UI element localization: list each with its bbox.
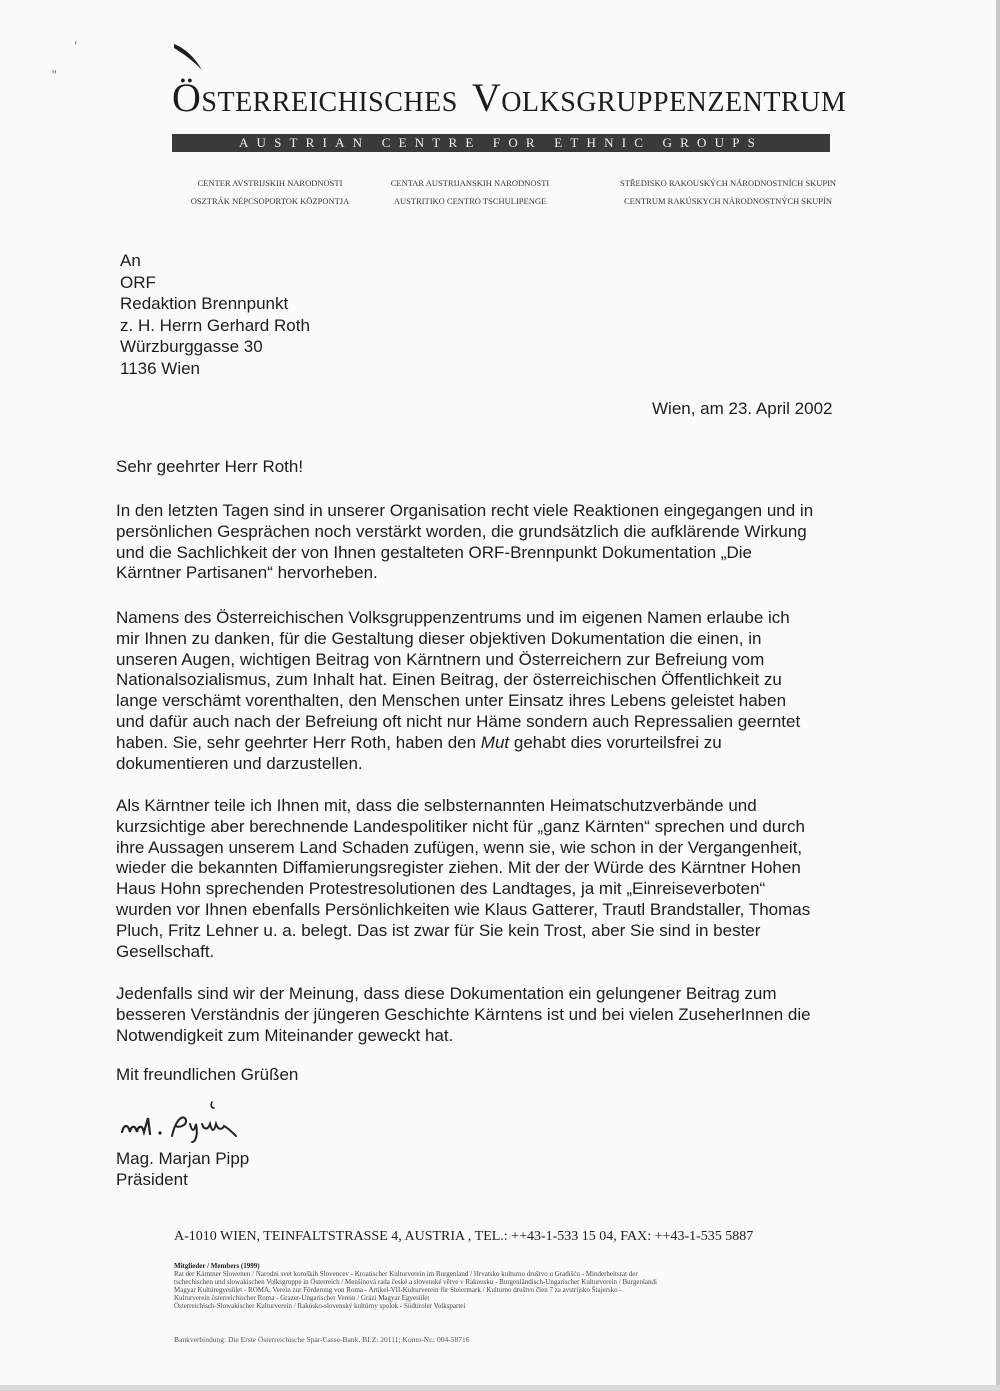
footer-address: A-1010 WIEN, TEINFALTSTRASSE 4, AUSTRIA , TEL.: ++43-1-533 15 04, FAX: ++43-1-535 5887 <box>174 1229 754 1244</box>
text-line: In den letzten Tagen sind in unserer Organisation recht viele Reaktionen eingegangen und in <box>116 501 814 520</box>
text-line: wieder die bekannten Diffamierungsregister ziehen. Mit der der Würde des Kärntner Hohen <box>116 858 801 878</box>
scan-edge <box>996 0 1000 1391</box>
paragraph-4 <box>116 983 886 1045</box>
recipient-address <box>120 250 310 379</box>
bank-details: Bankverbindung: Die Erste Österreichische Spar-Casse-Bank, BLZ: 20111; Konto-Nr.: 004-58716 <box>174 1335 470 1344</box>
members-line: Österreichisch-Slowakischer Kulturverein / Rakúsko-slovenský kultúrny spolok - Südtiroler Volkspartei <box>174 1302 466 1310</box>
text-segment: gehabt dies vorurteilsfrei zu <box>509 732 722 752</box>
organization-title <box>172 74 847 122</box>
text-line: Haus Hohn sprechenden Protestresolutionen des Landtages, ja mit „Einreiseverboten“ <box>116 879 766 899</box>
text-line: dokumentieren und darzustellen. <box>116 753 363 773</box>
text-line: Notwendigkeit zum Miteinander geweckt hat. <box>116 1025 454 1045</box>
members-line: Kulturverein österreichischer Roma - Grazer-Ungarischer Verein / Grázi Magyar Egyesület <box>174 1294 430 1302</box>
organization-names-column-2 <box>370 174 570 210</box>
text-line: lange verschämt vorenthalten, den Menschen unter Einsatz ihres Lebens geleistet haben <box>116 691 787 711</box>
paragraph-1 <box>116 500 886 583</box>
letter-date: Wien, am 23. April 2002 <box>652 399 833 418</box>
text-line: mir Ihnen zu danken, für die Gestaltung dieser objektiven Dokumentation die einen, in <box>116 628 762 648</box>
text-line: wurden vor Ihnen ebenfalls Persönlichkeiten wie Klaus Gatterer, Trautl Brandstaller, Thomas <box>116 899 811 919</box>
text-line: unseren Augen, wichtigen Beitrag von Kärntnern und Österreichern zur Befreiung vom <box>116 649 765 669</box>
members-line: tschechischen und slowakischen Volksgruppe in Österreich / Menšinová rada české a slovenské větve v Rakousku - Burgenländisch-Ungarischer Kulturverein / Burgenlandi <box>174 1278 657 1286</box>
text-line: kurzsichtige aber berechnende Landespolitiker nicht für „ganz Kärnten“ sprechen und durch <box>116 816 805 836</box>
members-list <box>174 1262 864 1310</box>
closing-phrase: Mit freundlichen Grüßen <box>116 1065 299 1084</box>
address-line: z. H. Herrn Gerhard Roth <box>120 315 310 335</box>
organization-name: OSZTRÁK NÉPCSOPORTOK KÖZPONTJA <box>190 196 350 206</box>
address-line: 1136 Wien <box>120 358 201 378</box>
organization-name: AUSTRITIKO CENTRO TSCHULIPENGE <box>393 196 547 206</box>
text-line: Gesellschaft. <box>116 941 215 961</box>
text-line <box>116 732 886 753</box>
signatory-name: Mag. Marjan Pipp <box>116 1149 250 1168</box>
logo-swoosh-icon <box>172 42 206 77</box>
text-line: und die Sachlichkeit der von Ihnen gestalteten ORF-Brennpunkt Dokumentation „Die <box>116 542 752 562</box>
text-segment: haben. Sie, sehr geehrter Herr Roth, haben den <box>116 732 481 752</box>
members-line: Magyar Kultúregyesület - ROMA, Verein zur Förderung von Roma - Artikel-VII-Kulturverein für Steiermark / Kulturno društvo člen 7 za avstrijsko Štajersko - <box>174 1286 622 1294</box>
organization-name: CENTER AVSTRIJSKIH NARODNOSTI <box>197 178 343 188</box>
scan-speck: , <box>74 32 78 46</box>
paragraph-2 <box>116 607 886 773</box>
emphasized-word: Mut <box>480 732 510 752</box>
organization-name: CENTAR AUSTRIJANSKIH NARODNOSTI <box>390 178 550 188</box>
address-line: Würzburggasse 30 <box>120 337 263 356</box>
text-line: und dafür auch nach der Befreiung oft nicht nur Häme sondern auch Repressalien geerntet <box>116 711 801 731</box>
signatory-title: Präsident <box>116 1169 188 1189</box>
text-line: Kärntner Partisanen“ hervorheben. <box>116 563 378 583</box>
organization-names-column-3 <box>596 174 860 210</box>
text-line: ihre Aussagen unserem Land Schaden zufügen, wenn sie, wie schon in der Vergangenheit, <box>116 837 803 857</box>
organization-english-band: AUSTRIAN CENTRE FOR ETHNIC GROUPS <box>172 134 830 152</box>
text-line: persönlichen Gesprächen noch verstärkt worden, die grundsätzlich die aufklärende Wirkung <box>116 521 807 541</box>
organization-title-word1: Österreichisches <box>172 75 458 120</box>
address-line: An <box>120 251 141 270</box>
salutation: Sehr geehrter Herr Roth! <box>116 457 304 476</box>
organization-title-word2: Volksgruppenzentrum <box>471 75 847 120</box>
text-line: Pluch, Fritz Lehner u. a. belegt. Das ist zwar für Sie kein Trost, aber Sie sind in bester <box>116 920 761 940</box>
address-line: Redaktion Brennpunkt <box>120 294 289 313</box>
organization-names-column-1 <box>170 174 370 210</box>
signatory <box>116 1148 249 1189</box>
handwritten-signature <box>118 1096 268 1149</box>
scan-speck: '' <box>52 68 57 82</box>
text-line: Jedenfalls sind wir der Meinung, dass diese Dokumentation ein gelungener Beitrag zum <box>116 984 777 1003</box>
members-heading: Mitglieder / Members (1999) <box>174 1262 260 1270</box>
address-line: ORF <box>120 272 156 292</box>
text-line: Als Kärntner teile ich Ihnen mit, dass die selbsternannten Heimatschutzverbände und <box>116 796 757 815</box>
organization-name: STŘEDISKO RAKOUSKÝCH NÁRODNOSTNÍCH SKUPIN <box>619 178 837 188</box>
text-line: Namens des Österreichischen Volksgruppenzentrums und im eigenen Namen erlaube ich <box>116 608 790 627</box>
members-line: Rat der Kärntner Slowenen / Narodni svet koroških Slovencev - Kroatischer Kulturverein im Burgenland / Hrvatsko kulturno društvo u Gradišću - Minderheitsrat der <box>174 1270 638 1278</box>
scan-bottom-edge <box>0 1385 1000 1391</box>
paragraph-3 <box>116 795 886 961</box>
text-line: Nationalsozialismus, zum Inhalt hat. Einen Beitrag, der österreichischen Öffentlichkeit zu <box>116 670 782 690</box>
text-line: besseren Verständnis der jüngeren Geschichte Kärntens ist und bei vielen ZuseherInnen die <box>116 1004 811 1024</box>
organization-name: CENTRUM RAKÚSKYCH NÁRODNOSTNÝCH SKUPÍN <box>623 196 833 206</box>
